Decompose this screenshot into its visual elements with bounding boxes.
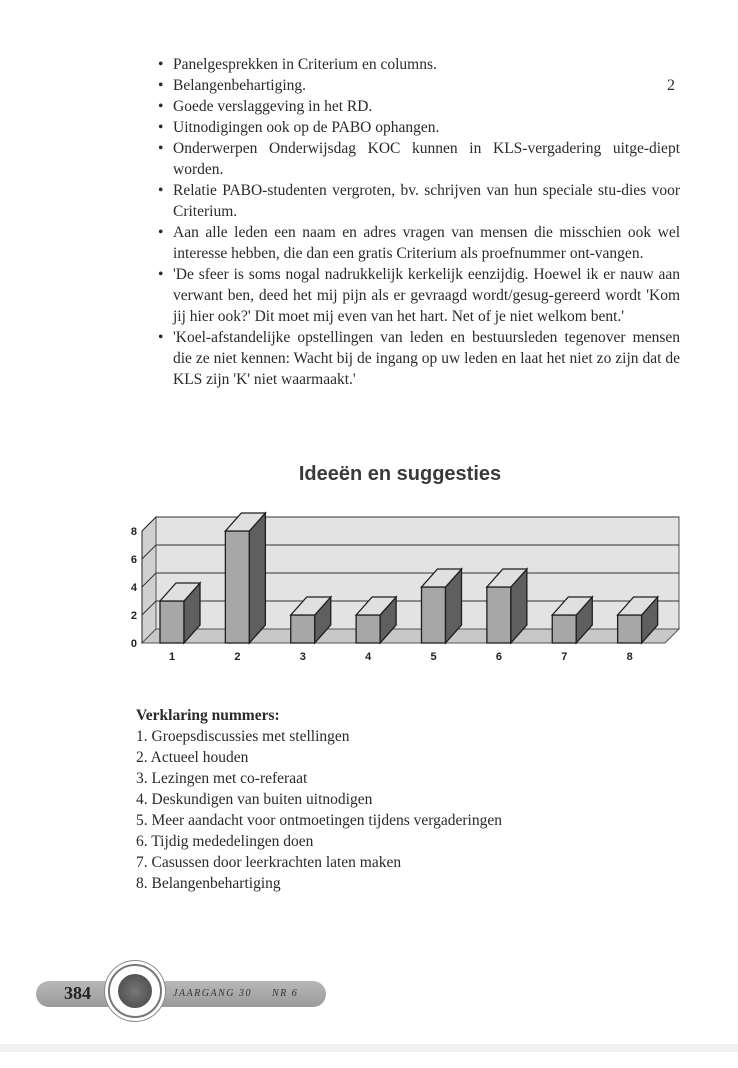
bullet-item: • Goede verslaggeving in het RD. bbox=[158, 98, 373, 115]
x-tick-label: 5 bbox=[430, 651, 437, 663]
bar-chart bbox=[120, 498, 690, 668]
y-tick-label: 2 bbox=[130, 610, 137, 622]
x-tick-label: 7 bbox=[561, 651, 568, 663]
bar bbox=[225, 531, 249, 643]
y-tick-label: 6 bbox=[130, 554, 137, 566]
bar bbox=[422, 587, 446, 643]
x-tick-label: 8 bbox=[626, 651, 633, 663]
bar bbox=[487, 587, 511, 643]
bar bbox=[618, 615, 642, 643]
legend-item: 3. Lezingen met co-referaat bbox=[136, 770, 308, 787]
bullet-item: • Panelgesprekken in Criterium en columns. bbox=[158, 56, 437, 73]
bar bbox=[160, 601, 184, 643]
x-tick-label: 2 bbox=[234, 651, 241, 663]
legend-item: 2. Actueel houden bbox=[136, 749, 249, 766]
legend-item: 1. Groepsdiscussies met stellingen bbox=[136, 728, 350, 745]
y-tick-label: 0 bbox=[130, 638, 137, 650]
bullet-dot: • bbox=[158, 182, 164, 199]
bullet-dot: • bbox=[158, 329, 164, 346]
bullet-dot: • bbox=[158, 224, 164, 241]
bar bbox=[552, 615, 576, 643]
x-tick-label: 3 bbox=[299, 651, 306, 663]
bullet-dot: • bbox=[158, 77, 164, 94]
legend-item: 7. Casussen door leerkrachten laten maken bbox=[136, 854, 402, 871]
bullet-dot: • bbox=[158, 56, 164, 73]
bullet-item: • Belangenbehartiging. bbox=[158, 77, 306, 94]
legend-item: 8. Belangenbehartiging bbox=[136, 875, 281, 892]
legend-item: 5. Meer aandacht voor ontmoetingen tijdens vergaderingen bbox=[136, 812, 502, 829]
bullet-list bbox=[156, 54, 680, 390]
bullet-item: • Onderwerpen Onderwijsdag KOC kunnen in KLS-vergadering uitge-diept worden. bbox=[158, 140, 680, 178]
bullet-item: • Aan alle leden een naam en adres vragen van mensen die misschien ook wel interesse hebben, die dan een gratis Criterium als proefnummer ont-vangen. bbox=[158, 224, 680, 262]
footer bbox=[36, 972, 336, 1032]
bullet-dot: • bbox=[158, 119, 164, 136]
legend bbox=[136, 705, 502, 894]
chart-floor bbox=[142, 629, 679, 643]
bullet-dot: • bbox=[158, 266, 164, 283]
x-tick-label: 4 bbox=[365, 651, 372, 663]
legend-heading: Verklaring nummers: bbox=[136, 707, 280, 724]
legend-item: 6. Tijdig mededelingen doen bbox=[136, 833, 314, 850]
bar-side bbox=[249, 513, 265, 643]
bullet-item: • 'Koel-afstandelijke opstellingen van leden en bestuursleden tegenover mensen die ze niet kennen: Wacht bij de ingang op uw leden en laat het niet zo zijn dat de KLS zijn 'K' niet waarmaakt.' bbox=[158, 329, 680, 388]
bullet-item: • Uitnodigingen ook op de PABO ophangen. bbox=[158, 119, 440, 136]
chart-title: Ideeën en suggesties bbox=[298, 463, 502, 485]
footer-issue: NR 6 bbox=[272, 988, 299, 999]
bar bbox=[291, 615, 315, 643]
y-tick-label: 8 bbox=[130, 526, 137, 538]
seal-logo-icon bbox=[108, 964, 162, 1018]
footer-page-number: 384 bbox=[64, 983, 91, 1003]
page-number-top: 2 bbox=[667, 77, 675, 94]
legend-item: 4. Deskundigen van buiten uitnodigen bbox=[136, 791, 373, 808]
page-edge bbox=[0, 1044, 738, 1052]
bar bbox=[356, 615, 380, 643]
y-tick-label: 4 bbox=[130, 582, 137, 594]
bullet-item: • 'De sfeer is soms nogal nadrukkelijk kerkelijk eenzijdig. Hoewel ik er nauw aan verwant ben, deed het mij pijn als er gevraagd wordt/gesug-gereerd wordt 'Kom jij hier ook?' Dit moet mij even van het hart. Net of je niet welkom bent.' bbox=[158, 266, 680, 325]
bullet-item: • Relatie PABO-studenten vergroten, bv. schrijven van hun speciale stu-dies voor Criterium. bbox=[158, 182, 680, 220]
bullet-dot: • bbox=[158, 98, 164, 115]
footer-journal: JAARGANG 30 bbox=[173, 988, 252, 999]
bullet-dot: • bbox=[158, 140, 164, 157]
x-tick-label: 1 bbox=[168, 651, 176, 663]
x-tick-label: 6 bbox=[495, 651, 502, 663]
